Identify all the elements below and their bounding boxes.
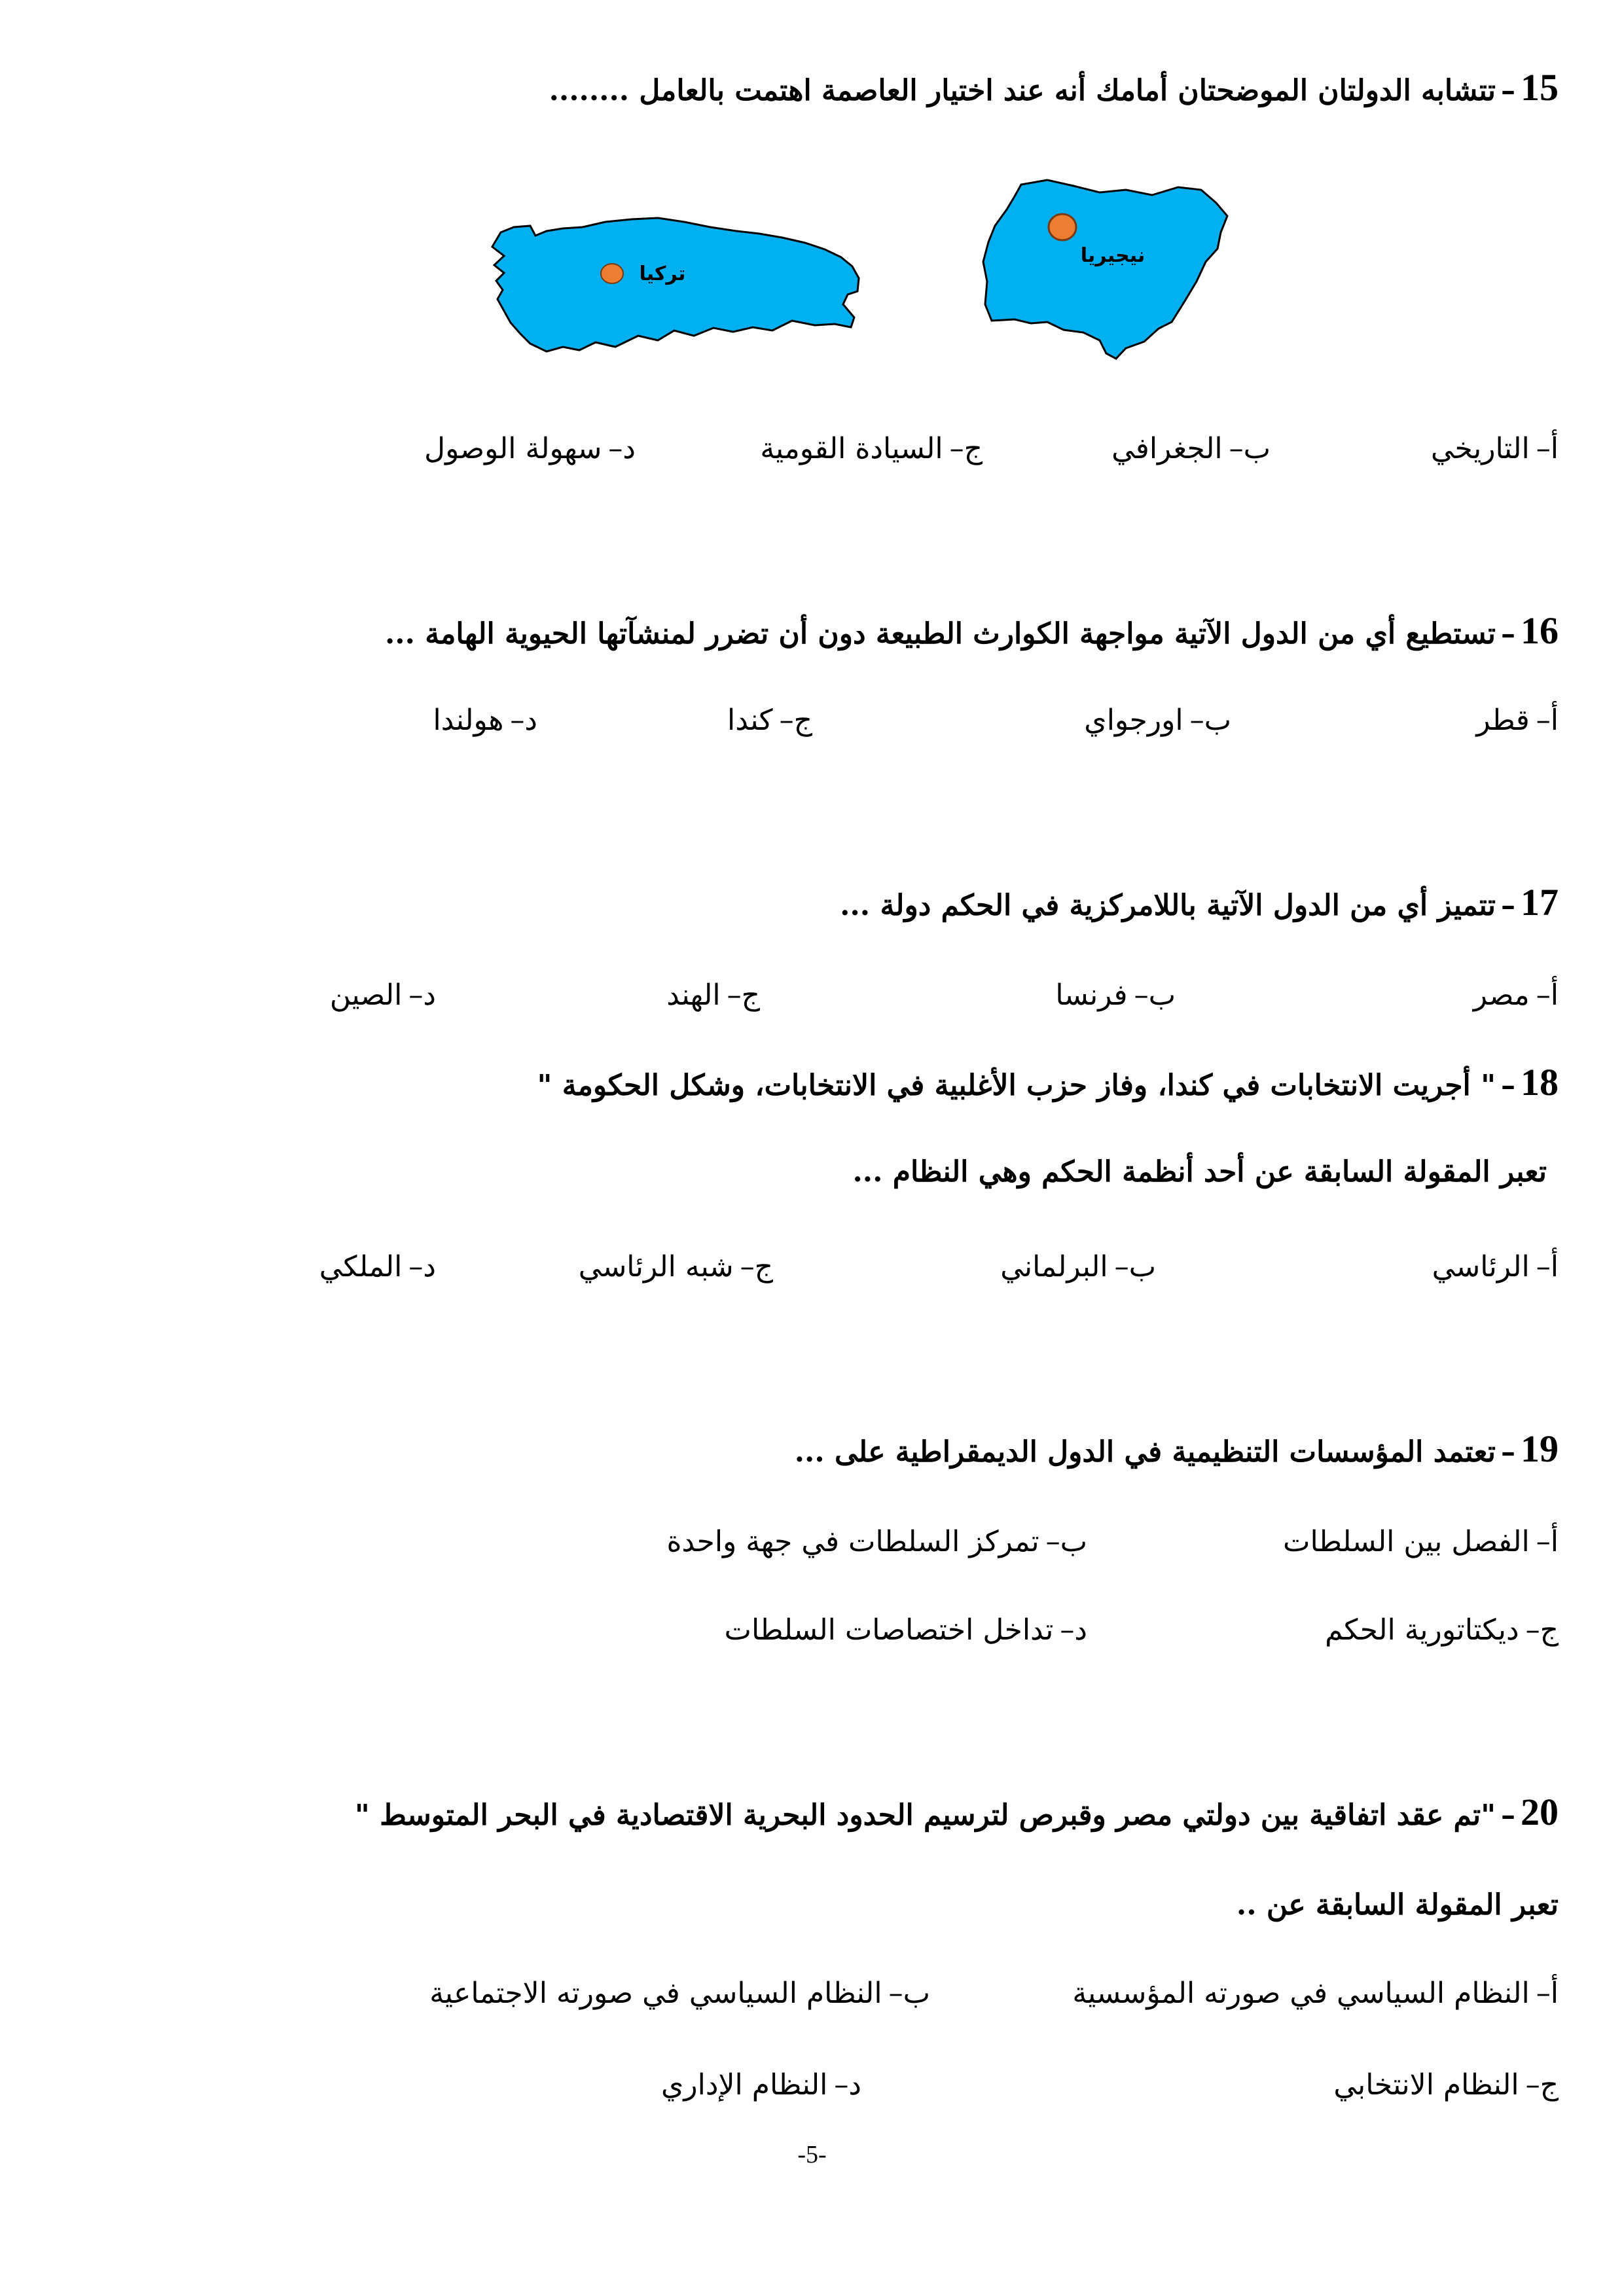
q15-option-d[interactable] <box>424 432 636 465</box>
option-letter: ب– <box>888 1977 930 2010</box>
option-letter: ج– <box>740 1250 773 1283</box>
q16-option-c[interactable] <box>727 704 812 737</box>
option-letter: أ– <box>1536 978 1559 1012</box>
q20-option-d[interactable] <box>661 2068 861 2102</box>
option-text: فرنسا <box>1055 978 1128 1012</box>
option-text: النظام السياسي في صورته الاجتماعية <box>429 1977 882 2010</box>
question-text: تعتمد المؤسسات التنظيمية في الدول الديمقراطية على ... <box>794 1435 1496 1469</box>
option-letter: ب– <box>1189 704 1231 737</box>
q17-option-b[interactable] <box>1055 978 1176 1012</box>
abuja-marker <box>1049 214 1076 240</box>
q19-option-a[interactable] <box>1283 1525 1559 1558</box>
option-letter: ج– <box>1525 2068 1559 2102</box>
option-text: شبه الرئاسي <box>578 1250 734 1283</box>
option-text: ديكتاتورية الحكم <box>1325 1613 1519 1647</box>
option-text: سهولة الوصول <box>424 432 602 465</box>
option-text: تمركز السلطات في جهة واحدة <box>666 1525 1039 1558</box>
option-text: النظام الإداري <box>660 2068 828 2102</box>
q17-option-a[interactable] <box>1473 978 1559 1012</box>
q16-option-a[interactable] <box>1476 704 1559 737</box>
q20-option-a[interactable] <box>1072 1977 1559 2010</box>
option-text: اورجواي <box>1084 704 1183 737</box>
option-letter: د– <box>408 1250 436 1283</box>
option-letter: ج– <box>1525 1613 1559 1647</box>
q18-option-d[interactable] <box>319 1250 436 1283</box>
q18-option-a[interactable] <box>1432 1250 1559 1283</box>
option-text: البرلماني <box>1000 1250 1108 1283</box>
question-20-subtext: تعبر المقولة السابقة عن .. <box>1236 1888 1559 1922</box>
option-text: الصين <box>329 978 403 1012</box>
question-text: تستطيع أي من الدول الآتية مواجهة الكوارث الطبيعة دون أن تضرر لمنشآتها الحيوية الهامة ... <box>384 617 1496 651</box>
option-letter: ج– <box>727 978 760 1012</box>
q19-option-d[interactable] <box>725 1613 1087 1647</box>
option-letter: ب– <box>1114 1250 1156 1283</box>
nigeria-map <box>975 177 1244 373</box>
turkey-label: تركيا <box>639 262 686 285</box>
q16-option-d[interactable] <box>433 704 537 737</box>
question-19: 19–تعتمد المؤسسات التنظيمية في الدول الديمقراطية على ... <box>794 1427 1559 1470</box>
option-letter: د– <box>1060 1613 1087 1647</box>
question-text: تتشابه الدولتان الموضحتان أمامك أنه عند اختيار العاصمة اهتمت بالعامل ........ <box>549 74 1496 107</box>
option-text: الهند <box>666 978 721 1012</box>
option-letter: د– <box>408 978 436 1012</box>
option-letter: ب– <box>1045 1525 1087 1558</box>
question-number: 16 <box>1521 609 1559 652</box>
option-letter: أ– <box>1536 704 1559 737</box>
option-letter: ب– <box>1229 432 1271 465</box>
option-text: النظام السياسي في صورته المؤسسية <box>1072 1977 1530 2010</box>
question-text: تتميز أي من الدول الآتية باللامركزية في الحكم دولة ... <box>840 889 1496 922</box>
option-letter: د– <box>834 2068 861 2102</box>
q17-option-d[interactable] <box>330 978 436 1012</box>
q15-option-b[interactable] <box>1111 432 1271 465</box>
option-text: كندا <box>727 704 773 737</box>
nigeria-shape <box>983 180 1227 359</box>
option-text: الفصل بين السلطات <box>1283 1525 1530 1558</box>
option-letter: ج– <box>779 704 812 737</box>
q17-option-c[interactable] <box>666 978 760 1012</box>
question-number: 20 <box>1521 1791 1559 1833</box>
option-letter: ب– <box>1134 978 1176 1012</box>
question-number: 15 <box>1521 66 1559 109</box>
q19-option-c[interactable] <box>1325 1613 1559 1647</box>
option-text: قطر <box>1476 704 1530 737</box>
question-18: 18–" أجريت الانتخابات في كندا، وفاز حزب الأغلبية في الانتخابات، وشكل الحكومة " <box>537 1061 1559 1103</box>
question-18-subtext: تعبر المقولة السابقة عن أحد أنظمة الحكم وهي النظام ... <box>852 1155 1547 1189</box>
option-letter: أ– <box>1536 1250 1559 1283</box>
option-letter: أ– <box>1536 432 1559 465</box>
option-text: مصر <box>1473 978 1530 1012</box>
ankara-marker <box>601 264 623 283</box>
option-text: السيادة القومية <box>760 432 943 465</box>
option-letter: أ– <box>1536 1977 1559 2010</box>
nigeria-label: نيجيريا <box>1080 244 1146 267</box>
page-number: -5- <box>797 2141 827 2168</box>
option-text: التاريخي <box>1430 432 1530 465</box>
turkey-map <box>484 213 864 360</box>
q20-option-b[interactable] <box>429 1977 930 2010</box>
question-number: 19 <box>1521 1427 1559 1470</box>
question-number: 18 <box>1521 1061 1559 1103</box>
question-text: " أجريت الانتخابات في كندا، وفاز حزب الأغلبية في الانتخابات، وشكل الحكومة " <box>537 1069 1496 1102</box>
question-text: "تم عقد اتفاقية بين دولتي مصر وقبرص لترسيم الحدود البحرية الاقتصادية في البحر المتوسط " <box>354 1799 1496 1832</box>
question-17: 17–تتميز أي من الدول الآتية باللامركزية في الحكم دولة ... <box>840 881 1559 924</box>
q15-option-a[interactable] <box>1431 432 1559 465</box>
option-letter: ج– <box>949 432 983 465</box>
q20-option-c[interactable] <box>1333 2068 1559 2102</box>
option-letter: أ– <box>1536 1525 1559 1558</box>
q19-option-b[interactable] <box>666 1525 1087 1558</box>
option-text: الجغرافي <box>1111 432 1223 465</box>
question-16: 16–تستطيع أي من الدول الآتية مواجهة الكوارث الطبيعة دون أن تضرر لمنشآتها الحيوية الهامة ... <box>384 609 1559 652</box>
q18-option-b[interactable] <box>1000 1250 1156 1283</box>
option-letter: د– <box>510 704 537 737</box>
q15-option-c[interactable] <box>760 432 983 465</box>
q16-option-b[interactable] <box>1084 704 1231 737</box>
option-letter: د– <box>608 432 636 465</box>
option-text: الملكي <box>319 1250 403 1283</box>
option-text: تداخل اختصاصات السلطات <box>724 1613 1054 1647</box>
q18-option-c[interactable] <box>579 1250 773 1283</box>
question-20: 20–"تم عقد اتفاقية بين دولتي مصر وقبرص لترسيم الحدود البحرية الاقتصادية في البحر المتوسط " <box>354 1791 1559 1833</box>
option-text: النظام الانتخابي <box>1333 2068 1519 2102</box>
option-text: هولندا <box>433 704 504 737</box>
question-15: 15–تتشابه الدولتان الموضحتان أمامك أنه عند اختيار العاصمة اهتمت بالعامل ........ <box>549 66 1559 109</box>
question-number: 17 <box>1521 881 1559 924</box>
option-text: الرئاسي <box>1432 1250 1530 1283</box>
